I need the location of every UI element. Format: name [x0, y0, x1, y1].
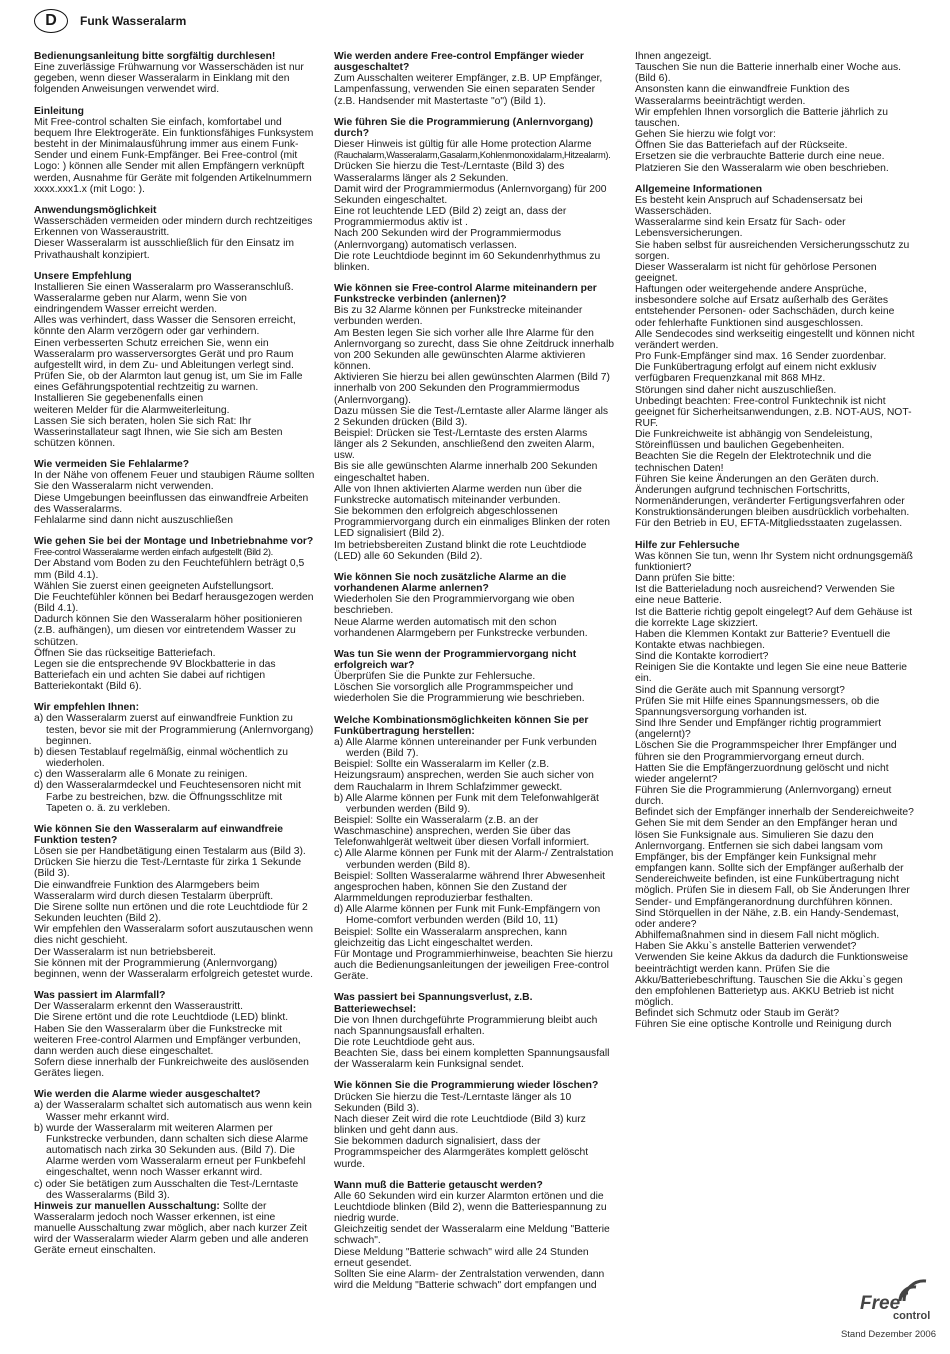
paragraph: Prüfen Sie mit Hilfe eines Spannungsmessers, ob die Spannungsversorgung vorhanden ist.: [635, 695, 880, 718]
paragraph: Sind Ihre Sender und Empfänger richtig programmiert (angelernt)?: [635, 718, 882, 741]
paragraph: Bis zu 32 Alarme können per Funkstrecke miteinander verbunden werden.: [334, 305, 583, 328]
paragraph: Öffnen Sie das rückseitige Batteriefach.: [34, 647, 216, 659]
section-heading: Was passiert im Alarmfall?: [34, 990, 166, 1002]
paragraph: Pro Funk-Empfänger sind max. 16 Sender zuordenbar.: [635, 351, 887, 363]
column-2: [334, 51, 616, 1301]
paragraph: Für Montage und Programmierhinweise, beachten Sie hierzu auch die Bedienungsanleitungen der jeweiligen Free-control Geräte.: [334, 948, 613, 983]
paragraph: a) der Wasseralarm schaltet sich automatisch aus wenn kein Wasser mehr erkannt wird.: [34, 1100, 312, 1123]
paragraph: Beispiel: Drücken sie Test-/Lerntaste des ersten Alarms länger als 2 Sekunden, anschließend den zweiten Alarm, usw.: [334, 428, 595, 462]
section: [635, 184, 917, 530]
paragraph: Sie bekommen den erfolgreich abgeschlossenen Programmiervorgang durch ein einmaliges Blinken der roten LED signalisiert (Bild 2).: [334, 506, 610, 540]
section: [34, 106, 316, 195]
paragraph: Dazu müssen Sie die Test-/Lerntaste aller Alarme länger als 2 Sekunden drücken (Bild 3).: [334, 405, 609, 428]
paragraph: Dieser Wasseralarm ist ausschließlich für den Einsatz im Privathaushalt konzipiert.: [34, 238, 295, 261]
paragraph: Die einwandfreie Funktion des Alarmgebers beim Wasseralarm wird durch diesen Testalarm überprüft.: [34, 879, 274, 902]
paragraph: Gehen Sie hierzu wie folgt vor:: [635, 129, 776, 141]
paragraph: Haftungen oder weitergehende andere Ansprüche, insbesondere solche auf Ersatz außerhalb des Gerätes entstehender Personen- oder Sachschäden, durch keine oder fehlerhafte Funktionen sind ausgeschlossen.: [635, 284, 895, 329]
paragraph: Die von Ihnen durchgeführte Programmierung bleibt auch nach Spannungsausfall erhalten.: [334, 1014, 598, 1037]
paragraph: Alle Sendecodes sind werkseitig eingestellt und können nicht verändert werden.: [635, 328, 915, 351]
paragraph: Mit Free-control schalten Sie einfach, komfortabel und bequem Ihre Elektrogeräte. Ein funktionsfähiges Funksystem besteht in der Minimalausführung immer aus einem Funk-Sender und einem Funk-Empfänger. Bei Free-control (mit Logo: ) können alle Sender mit allen Empfängern verknüpft werden, Ausnahme für Geräte mit folgenden Artikelnummern xxxx.xxx1.x (mit Logo: ).: [34, 116, 314, 195]
section: [334, 992, 616, 1070]
paragraph: Der Wasseralarm erkennt den Wasseraustritt.: [34, 1001, 244, 1013]
paragraph: b) wurde der Wasseralarm mit weiteren Alarmen per Funkstrecke verbunden, dann schalten sich diese Alarme automatisch nach zirka 30 Sekunden aus. (Bild 7). Die Alarme werden vom Wasseralarm erneut per Funkbefehl eingeschaltet, wenn noch Wasser erkannt wird.: [34, 1122, 309, 1179]
section: [635, 51, 917, 174]
section: [34, 205, 316, 261]
paragraph: Beispiel: Sollte ein Wasseralarm (z.B. an der Waschmaschine) ansprechen, werden Sie über das Telefonwahlgerät weltweit über diesen Vorfall informiert.: [334, 815, 590, 849]
logo-word-control: control: [893, 1310, 931, 1322]
section: [34, 51, 316, 96]
paragraph: c) oder Sie betätigen zum Ausschalten die Test-/Lerntaste des Wasseralarms (Bild 3).: [34, 1178, 299, 1201]
paragraph: Drücken Sie hierzu die Test-/Lerntaste länger als 10 Sekunden (Bild 3).: [334, 1091, 572, 1114]
column-1: [34, 51, 316, 1267]
paragraph: Die rote Leuchtdiode beginnt im 60 Sekundenrhythmus zu blinken.: [334, 250, 601, 273]
paragraph: Alle 60 Sekunden wird ein kurzer Alarmton ertönen und die Leuchtdiode blinken (Bild 2), wenn die Batteriespannung zu niedrig wurde.: [334, 1190, 607, 1225]
section-heading: Wie können Sie noch zusätzliche Alarme an die vorhandenen Alarme anlernen?: [334, 571, 567, 595]
section: [334, 1180, 616, 1292]
paragraph: Sind die Geräte auch mit Spannung versorgt?: [635, 684, 845, 696]
paragraph: Wählen Sie zuerst einen geeigneten Aufstellungsort.: [34, 580, 274, 592]
paragraph: Im betriebsbereiten Zustand blinkt die rote Leuchtdiode (LED) alle 60 Sekunden (Bild 2).: [334, 539, 587, 562]
section: [334, 51, 616, 107]
paragraph: Sie können mit der Programmierung (Anlernvorgang) beginnen, wenn der Wasseralarm erfolgreich getestet wurde.: [34, 957, 314, 980]
section-heading: Wie können Sie den Wasseralarm auf einwandfreie Funktion testen?: [34, 823, 283, 846]
paragraph: (Rauchalarm,Wasseralarm,Gasalarm,Kohlenmonoxidalarm,Hitzealarm).: [334, 150, 611, 161]
section-heading: Was tun Sie wenn der Programmiervorgang nicht erfolgreich war?: [334, 648, 577, 671]
section: [635, 540, 917, 1031]
note-text: Sollte der Wasseralarm jedoch noch Wasser erkennen, ist eine manuelle Ausschaltung zwar möglich, aber nach kurzer Zeit wird der Wasseralarm wieder Alarm geben und alle anderen Geräte erneut einschalten.: [34, 1200, 309, 1257]
paragraph: Diese Meldung "Batterie schwach" wird alle 24 Stunden erneut gesendet.: [334, 1246, 589, 1269]
paragraph: Überprüfen Sie die Punkte zur Fehlersuche.: [334, 671, 536, 683]
section: [34, 990, 316, 1079]
paragraph: Haben die Klemmen Kontakt zur Batterie? Eventuell die Kontakte etwas nachbiegen.: [635, 628, 891, 651]
paragraph: Die Funkübertragung erfolgt auf einem nicht exklusiv verfügbaren Frequenzkanal mit 868 MHz.: [635, 362, 877, 385]
paragraph: Installieren Sie gegebenenfalls einen: [34, 393, 204, 405]
paragraph: Ansonsten kann die einwandfreie Funktion des Wasseralarms beeinträchtigt werden.: [635, 84, 850, 107]
paragraph: Drücken Sie hierzu die Test-/Lerntaste (Bild 3) des Wasseralarms länger als 2 Sekunden.: [334, 161, 565, 184]
paragraph: Gleichzeitig sendet der Wasseralarm eine Meldung "Batterie schwach".: [334, 1224, 610, 1247]
paragraph: Sind Störquellen in der Nähe, z.B. ein Handy-Sendemast, oder andere?: [635, 907, 899, 930]
paragraph: weiteren Melder für die Alarmweiterleitung.: [34, 404, 230, 416]
section: [334, 283, 616, 562]
footer-date: Stand Dezember 2006: [840, 1329, 936, 1340]
paragraph: Änderungen aufgrund technischen Fortschritts, Normenänderungen, veränderter Fertigungsverfahren oder Konstruktionsänderungen bleiben ausdrücklich vorbehalten.: [635, 484, 910, 519]
section-heading: Wie werden die Alarme wieder ausgeschaltet?: [34, 1089, 261, 1101]
paragraph: Fehlalarme sind dann nicht auszuschließen: [34, 514, 233, 526]
paragraph: In der Nähe von offenem Feuer und staubigen Räume sollten Sie den Wasseralarm nicht verwenden.: [34, 470, 315, 493]
paragraph: Wasserschäden vermeiden oder mindern durch rechtzeitiges Erkennen von Wasseraustritt.: [34, 216, 313, 239]
paragraph: b) diesen Testablauf regelmäßig, einmal wöchentlich zu wiederholen.: [34, 746, 288, 770]
paragraph: c) den Wasseralarm alle 6 Monate zu reinigen.: [34, 769, 248, 781]
section: [334, 572, 616, 639]
paragraph: Es besteht kein Anspruch auf Schadensersatz bei Wasserschäden.: [635, 194, 863, 218]
paragraph: Beispiel: Sollte ein Wasseralarm ansprechen, kann gleichzeitig das Licht eingeschaltet werden.: [334, 926, 568, 949]
paragraph: Am Besten legen Sie sich vorher alle Ihre Alarme für den Anlernvorgang so zurecht, dass Sie ohne Zeitdruck innerhalb von 200 Sekunden alle gewünschten Alarme aktivieren können.: [334, 327, 615, 373]
paragraph: Beachten Sie die Regeln der Elektrotechnik und die technischen Daten!: [635, 451, 872, 474]
paragraph: Die Sirene sollte nun ertönen und die rote Leuchtdiode für 2 Sekunden leuchten (Bild 2).: [34, 901, 308, 925]
paragraph: Öffnen Sie das Batteriefach auf der Rückseite.: [635, 140, 848, 152]
section-heading: Welche Kombinationsmöglichkeiten können Sie per Funkübertragung herstellen:: [334, 714, 589, 737]
paragraph: Reinigen Sie die Kontakte und legen Sie eine neue Batterie ein.: [635, 662, 908, 685]
paragraph: Hatten Sie die Empfängerzuordnung gelöscht und nicht wieder angelernt?: [635, 762, 889, 785]
paragraph: Damit wird der Programmiermodus (Anlernvorgang) für 200 Sekunden eingeschaltet.: [334, 183, 607, 206]
paragraph: Für den Betrieb in EU, EFTA-Mitgliedsstaaten zugelassen.: [635, 518, 903, 530]
paragraph: Befindet sich der Empfänger innerhalb der Sendereichweite?: [635, 807, 914, 819]
paragraph: Wir empfehlen Ihnen vorsorglich die Batterie jährlich zu tauschen.: [635, 106, 888, 129]
section-heading: Wann muß die Batterie getauscht werden?: [334, 1179, 543, 1191]
section: [334, 1080, 616, 1169]
paragraph: [34, 1201, 316, 1257]
paragraph: Die Sirene ertönt und die rote Leuchtdiode (LED) blinkt.: [34, 1012, 289, 1024]
paragraph: Drücken Sie hierzu die Test-/Lerntaste für zirka 1 Sekunde (Bild 3).: [34, 857, 302, 880]
paragraph: Wir empfehlen den Wasseralarm sofort auszutauschen wenn dies nicht geschieht.: [34, 924, 314, 947]
paragraph: Einen verbesserten Schutz erreichen Sie, wenn ein Wasseralarm pro wasserversorgtes Gerät und pro Raum aufgestellt wird, in dem Zu- und Ableitungen verlegt sind.: [34, 337, 294, 371]
section-heading: Wie führen Sie die Programmierung (Anlernvorgang) durch?: [334, 116, 594, 139]
paragraph: Beispiel: Sollte ein Wasseralarm im Keller (z.B. Heizungsraum) ansprechen, werden Sie auch sicher von dem Rauchalarm in Ihrem Schlafzimmer geweckt.: [334, 759, 594, 793]
section-heading: Wie können Sie die Programmierung wieder löschen?: [334, 1080, 599, 1092]
paragraph: Führen Sie eine optische Kontrolle und Reinigung durch: [635, 1019, 892, 1031]
paragraph: Wiederholen Sie den Programmiervorgang wie oben beschrieben.: [334, 594, 575, 617]
section-heading: Wie gehen Sie bei der Montage und Inbetriebnahme vor?: [34, 536, 314, 548]
paragraph: b) Alle Alarme können per Funk mit dem Telefonwahlgerät verbunden werden (Bild 9).: [334, 792, 599, 815]
paragraph: Eine rot leuchtende LED (Bild 2) zeigt an, dass der Programmiermodus aktiv ist .: [334, 206, 567, 229]
paragraph: Dieser Hinweis ist gültig für alle Home protection Alarme: [334, 139, 592, 151]
paragraph: Führen Sie die Programmierung (Anlernvorgang) erneut durch.: [635, 785, 892, 808]
paragraph: Löschen Sie die Programmspeicher Ihrer Empfänger und führen sie den Programmiervorgang erneut durch.: [635, 740, 897, 763]
paragraph: Wasseralarme geben nur Alarm, wenn Sie von eindringendem Wasser erreicht werden.: [34, 292, 247, 316]
section: [334, 117, 616, 273]
paragraph: Befindet sich Schmutz oder Staub im Gerät?: [635, 1008, 840, 1020]
paragraph: Nach 200 Sekunden wird der Programmiermodus (Anlernvorgang) automatisch verlassen.: [334, 228, 562, 251]
paragraph: Die rote Leuchtdiode geht aus.: [334, 1036, 475, 1048]
paragraph: Tauschen Sie nun die Batterie innerhalb einer Woche aus. (Bild 6).: [635, 62, 902, 85]
section: [34, 536, 316, 692]
paragraph: Die Funkreichweite ist abhängig von Sendeleistung, Störeinflüssen und baulichen Gegebenheiten.: [635, 429, 873, 452]
section: [334, 649, 616, 705]
page-header: [34, 7, 186, 35]
paragraph: Ist die Batterieladung noch ausreichend? Verwenden Sie eine neue Batterie.: [635, 584, 895, 607]
section-heading: Wie werden andere Free-control Empfänger wieder ausgeschaltet?: [334, 51, 584, 74]
paragraph: Ersetzen sie die verbrauchte Batterie durch eine neue.: [635, 151, 885, 163]
section-heading: Wie vermeiden Sie Fehlalarme?: [34, 459, 190, 471]
paragraph: a) den Wasseralarm zuerst auf einwandfreie Funktion zu testen, bevor sie mit der Programmierung (Anlernvorgang) beginnen.: [34, 713, 314, 747]
section-heading: Bedienungsanleitung bitte sorgfältig durchlesen!: [34, 51, 276, 62]
paragraph: Neue Alarme werden automatisch mit den schon vorhandenen Alarmgebern per Funkstrecke verbunden.: [334, 616, 588, 639]
section-heading: Einleitung: [34, 105, 84, 117]
paragraph: Sie bekommen dadurch signalisiert, dass der Programmspeicher des Alarmgerätes komplett gelöscht wurde.: [334, 1136, 589, 1170]
paragraph: Prüfen Sie, ob der Alarmton laut genug ist, um Sie im Falle eines Gefährungspotential rechtzeitig zu warnen.: [34, 371, 303, 394]
section: [34, 702, 316, 814]
section-heading: Anwendungsmöglichkeit: [34, 204, 157, 216]
paragraph: a) Alle Alarme können untereinander per Funk verbunden werden (Bild 7).: [334, 736, 597, 760]
paragraph: Diese Umgebungen beeinflussen das einwandfreie Arbeiten des Wasseralarms.: [34, 492, 309, 515]
paragraph: Sie haben selbst für ausreichenden Versicherungsschutz zu sorgen.: [635, 239, 910, 262]
paragraph: Zum Ausschalten weiterer Empfänger, z.B. UP Empfänger, Lampenfassung, verwenden Sie einen separaten Sender (z.B. Handsender mit Mastertaste "o") (Bild 1).: [334, 73, 603, 107]
paragraph: Lassen Sie sich beraten, holen Sie sich Rat: Ihr Wasserinstallateur sagt Ihnen, wie Sie sich am Besten schützen können.: [34, 415, 283, 449]
paragraph: Dadurch können Sie den Wasseralarm höher positionieren (z.B. aufhängen), um diesen vor eintretendem Wasser zu schützen.: [34, 614, 303, 648]
paragraph: Beispiel: Sollten Wasseralarme während Ihrer Abwesenheit angesprochen haben, können Sie den Zustand der Alarmmeldungen reproduzierbar festhalten.: [334, 870, 605, 905]
page-title: Funk Wasseralarm: [80, 14, 187, 28]
paragraph: Nach dieser Zeit wird die rote Leuchtdiode (Bild 3) kurz blinken und geht dann aus.: [334, 1113, 586, 1137]
paragraph: Alles was verhindert, dass Wasser die Sensoren erreicht, könnte den Alarm verzögern oder gar verhindern.: [34, 315, 296, 338]
paragraph: Platzieren Sie den Wasseralarm wie oben beschrieben.: [635, 162, 889, 174]
paragraph: Haben Sie den Wasseralarm über die Funkstrecke mit weiteren Free-control Alarmen und Empfänger verbunden, dann werden auch diese eingeschaltet.: [34, 1023, 301, 1057]
section-heading: Wir empfehlen Ihnen:: [34, 702, 140, 714]
paragraph: Löschen Sie vorsorglich alle Programmspeicher und wiederholen Sie die Programmierung wie beschrieben.: [334, 682, 585, 705]
paragraph: d) den Wasseralarmdeckel und Feuchtesensoren nicht mit Farbe zu bestreichen, bzw. die Öffnungsschlitze mit Tapeten o. ä. zu verkleben.: [34, 780, 301, 814]
paragraph: Free-control Wasseralarme werden einfach aufgestellt (Bild 2).: [34, 547, 273, 558]
paragraph: Was können Sie tun, wenn Ihr System nicht ordnungsgemäß funktioniert?: [635, 550, 913, 573]
section-heading: Hilfe zur Fehlersuche: [635, 539, 740, 551]
note-label: Hinweis zur manuellen Ausschaltung:: [34, 1200, 220, 1212]
paragraph: Installieren Sie einen Wasseralarm pro Wasseranschluß.: [34, 281, 294, 293]
paragraph: Gehen Sie mit dem Sender an den Empfänger heran und lösen Sie Funksignale aus. Simulieren Sie dazu den Anlernvorgang. Entfernen sie sich dabei langsam vom Empfänger, bis der Empfänger kein Funksignal mehr empfangen kann. Sollte sich der Empfänger außerhalb der Sendereichweite befinden, ist eine Funkübertragung nicht möglich. Prüfen Sie in diesem Fall, ob Sie Änderungen Ihrer Sender- und Empfängeranordnung durchführen können.: [635, 818, 910, 908]
paragraph: Legen sie die entsprechende 9V Blockbatterie in das Batteriefach ein und achten Sie dabei auf richtigen Batteriekontakt (Bild 6).: [34, 658, 276, 693]
logo-word-free: Free: [860, 1293, 901, 1314]
paragraph: Aktivieren Sie hierzu bei allen gewünschten Alarmen (Bild 7) innerhalb von 200 Sekunden den Programmiermodus (Anlernvorgang).: [334, 372, 610, 406]
paragraph: Dieser Wasseralarm ist nicht für gehörlose Personen geeignet.: [635, 261, 877, 284]
column-3: [635, 51, 917, 1040]
paragraph: Führen Sie keine Änderungen an den Geräten durch.: [635, 473, 879, 485]
free-control-logo: [860, 1275, 940, 1325]
paragraph: Beachten Sie, dass bei einem kompletten Spannungsausfall der Wasseralarm kein Funksignal sendet.: [334, 1048, 610, 1071]
section-heading: Unsere Empfehlung: [34, 270, 132, 282]
section: [34, 824, 316, 980]
paragraph: Lösen sie per Handbetätigung einen Testalarm aus (Bild 3).: [34, 846, 306, 858]
section-heading: Was passiert bei Spannungsverlust, z.B. Batteriewechsel:: [334, 992, 533, 1015]
paragraph: Abhilfemaßnahmen sind in diesem Fall nicht möglich.: [635, 930, 880, 942]
paragraph: Sofern diese innerhalb der Funkreichweite des auslösenden Gerätes liegen.: [34, 1056, 309, 1080]
section: [334, 715, 616, 983]
paragraph: Ihnen angezeigt.: [635, 51, 712, 62]
paragraph: Verwenden Sie keine Akkus da dadurch die Funktionsweise beeinträchtigt werden kann. Prüfen Sie die Akku/Batteriebeschriftung. Tauschen Sie die Akku`s gegen den empfohlenen Batterietyp aus. AKKU Betrieb ist nicht möglich.: [635, 952, 909, 1008]
section: [34, 1089, 316, 1256]
paragraph: d) Alle Alarme können per Funk mit Funk-Empfängern von Home-comfort verbunden werden (Bild 10, 11): [334, 904, 601, 927]
paragraph: Bis sie alle gewünschten Alarme innerhalb 200 Sekunden eingeschaltet haben.: [334, 461, 598, 484]
paragraph: Wasseralarme sind kein Ersatz für Sach- oder Lebensversicherungen.: [635, 217, 846, 240]
paragraph: Sind die Kontakte korrodiert?: [635, 651, 769, 663]
paragraph: Dann prüfen Sie bitte:: [635, 573, 736, 585]
section: [34, 459, 316, 526]
paragraph: Sollten Sie eine Alarm- der Zentralstation verwenden, dann wird die Meldung "Batterie schwach" dort empfangen und: [334, 1268, 605, 1292]
section-heading: Wie können sie Free-control Alarme miteinandern per Funkstrecke verbinden (anlernen)?: [334, 282, 597, 306]
paragraph: Haben Sie Akku`s anstelle Batterien verwendet?: [635, 941, 857, 953]
paragraph: Der Wasseralarm ist nun betriebsbereit.: [34, 946, 216, 958]
paragraph: c) Alle Alarme können per Funk mit der Alarm-/ Zentralstation verbunden werden (Bild 8).: [334, 848, 614, 871]
section-heading: Allgemeine Informationen: [635, 183, 763, 195]
paragraph: Unbedingt beachten: Free-control Funktechnik ist nicht geeignet für Sicherheitsanwendungen, z.B. NOT-AUS, NOT-RUF.: [635, 395, 912, 429]
section: [34, 271, 316, 450]
paragraph: Störungen sind daher nicht auszuschließen.: [635, 384, 837, 396]
paragraph: Die Feuchtefühler können bei Bedarf herausgezogen werden (Bild 4.1).: [34, 591, 314, 615]
radio-waves-icon: [894, 1275, 938, 1303]
paragraph: Der Abstand vom Boden zu den Feuchtefühlern beträgt 0,5 mm (Bild 4.1).: [34, 558, 305, 581]
paragraph: Alle von Ihnen aktivierten Alarme werden nun über die Funkstrecke automatisch miteinander verbunden.: [334, 483, 582, 506]
language-badge: D: [34, 9, 68, 33]
paragraph: Eine zuverlässige Frühwarnung vor Wasserschäden ist nur gegeben, wenn dieser Wasseralarm in Einklang mit den folgenden Anweisungen verwendet wird.: [34, 62, 304, 96]
paragraph: Ist die Batterie richtig gepolt eingelegt? Auf dem Gehäuse ist die korrekte Lage skizziert.: [635, 606, 913, 629]
